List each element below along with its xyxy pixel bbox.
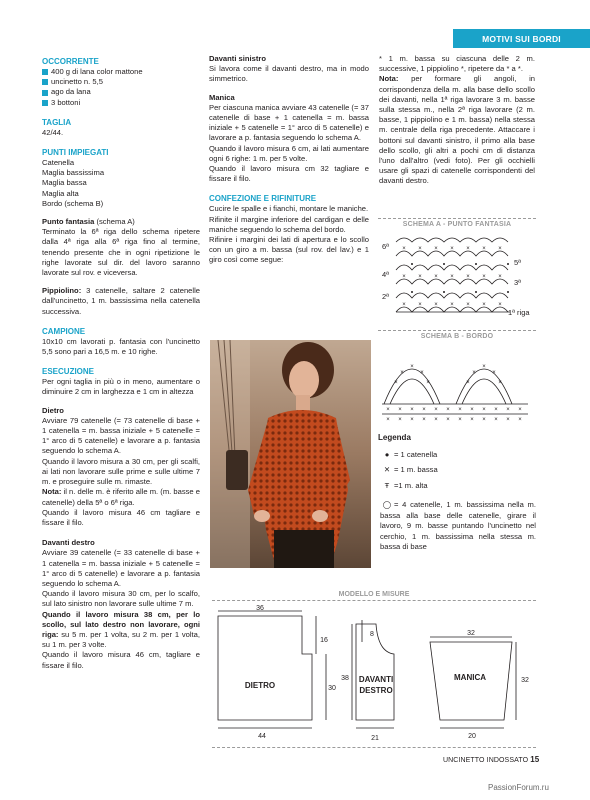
campione-heading: CAMPIONE xyxy=(42,326,86,336)
svg-text:×: × xyxy=(466,274,470,280)
dietro-top-dim: 36 xyxy=(256,605,264,612)
modello-diagram xyxy=(212,602,536,748)
bullet-square-icon xyxy=(42,90,48,96)
punto-item: Maglia alta xyxy=(42,188,79,198)
model-photo-illustration xyxy=(210,340,371,568)
svg-text:×: × xyxy=(418,274,422,280)
svg-text:×: × xyxy=(426,380,430,386)
svg-text:×: × xyxy=(494,407,498,413)
schema-b-chart xyxy=(378,344,536,422)
svg-text:×: × xyxy=(506,417,510,422)
svg-text:×: × xyxy=(402,302,406,308)
svg-text:×: × xyxy=(506,407,510,413)
taglia-heading: TAGLIA xyxy=(42,117,72,127)
svg-text:×: × xyxy=(466,380,470,386)
manica-label: MANICA xyxy=(454,673,486,682)
chain-dot-icon: ● xyxy=(384,450,390,459)
svg-text:×: × xyxy=(482,274,486,280)
davanti-bottom-dim: 21 xyxy=(371,735,379,742)
esecuzione-heading: ESECUZIONE xyxy=(42,367,95,377)
svg-text:×: × xyxy=(482,417,486,422)
svg-text:×: × xyxy=(446,417,450,422)
svg-text:×: × xyxy=(402,246,406,252)
svg-text:×: × xyxy=(434,302,438,308)
svg-text:×: × xyxy=(470,407,474,413)
manica-text-3: Quando il lavoro misura cm 32 tagliare e fissare il filo. xyxy=(209,164,369,184)
svg-text:×: × xyxy=(458,407,462,413)
svg-text:×: × xyxy=(470,417,474,422)
schema-a-row-6: 6ª xyxy=(382,242,389,251)
davanti-neck-dim: 8 xyxy=(370,631,374,638)
column-2 xyxy=(209,54,369,266)
davanti-label-1: DAVANTI xyxy=(358,675,394,684)
svg-text:×: × xyxy=(498,380,502,386)
punto-item: Bordo (schema B) xyxy=(42,198,104,208)
svg-text:×: × xyxy=(410,417,414,422)
occorrente-item: 3 bottoni xyxy=(42,98,200,108)
svg-text:×: × xyxy=(472,370,476,376)
svg-text:×: × xyxy=(386,407,390,413)
manica-heading: Manica xyxy=(209,92,235,102)
schema-b-title: SCHEMA B - BORDO xyxy=(420,333,494,340)
davanti-destro-text-3: Quando il lavoro misura 38 cm, per lo scollo, sul lato destro non lavorare, ogni riga: su 5 m. per 1 volta, su 2 m. per 1 volta, su 1 m. per 3 volte. xyxy=(42,609,200,650)
dietro-nota: Nota: il n. delle m. è riferito alle m. (m. basse e catenelle) della 5ª o 6ª riga. xyxy=(42,487,200,507)
confezione-heading: CONFEZIONE E RIFINITURE xyxy=(209,194,317,204)
svg-text:×: × xyxy=(466,246,470,252)
confezione-text-2: Rifinite il margine inferiore del cardigan e delle maniche seguendo lo schema del bordo. xyxy=(209,214,369,234)
schema-a-rule xyxy=(378,218,536,219)
occorrente-item: uncinetto n. 5,5 xyxy=(42,77,200,87)
legenda-item-m-bassa: ✕ = 1 m. bassa xyxy=(380,465,536,476)
svg-text:×: × xyxy=(398,407,402,413)
modello-title: MODELLO E MISURE xyxy=(338,591,410,598)
svg-text:×: × xyxy=(450,302,454,308)
manica-height-dim: 32 xyxy=(521,677,529,684)
svg-text:×: × xyxy=(482,364,486,370)
campione-text: 10x10 cm lavorati p. fantasia con l'uncinetto 5,5 sono pari a 16,5 m. e 10 righe. xyxy=(42,336,200,357)
svg-text:×: × xyxy=(400,370,404,376)
svg-text:×: × xyxy=(450,246,454,252)
occorrente-heading: OCCORRENTE xyxy=(42,57,99,66)
schema-b-rule xyxy=(378,330,536,331)
punti-heading: PUNTI IMPIEGATI xyxy=(42,148,109,158)
section-banner: MOTIVI SUI BORDI xyxy=(453,29,590,48)
bordo-nota: Nota: per formare gli angoli, in corrispondenza della m. alla base dello scollo dei davanti, nella 1ª riga lavorare 3 m. basse sulla stessa m., nella 2ª riga lavorare (2 m. basse, 1 pippiolino e 1 m. bassa) nella stessa m. centrale della riga precedente. Attaccare i bottoni sul davanti sinistro, il primo alla base dello scollo, gli altri a pochi cm di distanza l'uno dall'altro (vedi foto). Per gli occhielli usare gli spazi di catenelle corrispondenti del davanti destro. xyxy=(379,74,535,186)
legenda-title: Legenda xyxy=(378,433,411,442)
ring-circle-icon: ◯ xyxy=(382,500,392,509)
davanti-destro-text-1: Avviare 39 catenelle (= 33 catenelle di base + 1 catenella = m. bassa iniziale + 5 catenelle = 1° arco di 5 catenelle) e lavorare a p. fantasia seguendo lo schema A. xyxy=(42,548,200,588)
legenda-item-catenella: ● = 1 catenella xyxy=(380,450,536,461)
svg-text:×: × xyxy=(458,417,462,422)
svg-text:×: × xyxy=(482,246,486,252)
svg-text:×: × xyxy=(498,246,502,252)
svg-text:×: × xyxy=(386,417,390,422)
svg-text:×: × xyxy=(450,274,454,280)
dietro-outline xyxy=(218,616,312,720)
punto-item: Maglia bassissima xyxy=(42,168,105,178)
legenda-item-ring: ◯ = 4 catenelle, 1 m. bassissima nella m. bassa alla base delle catenelle, girare il lavoro, 9 m. basse puntando l'uncinetto nel cerchio, 1 m. bassissima nella stessa m. bassa di base xyxy=(380,500,536,551)
schema-a-row-2: 2ª xyxy=(382,292,389,301)
svg-text:×: × xyxy=(482,407,486,413)
occorrente-item: ago da lana xyxy=(42,87,200,97)
page-number: 15 xyxy=(530,755,540,764)
punto-item: Catenella xyxy=(42,158,75,168)
punto-fantasia-paragraph: Punto fantasia (schema A) Terminato la 6ª riga dello schema ripetere dalla 4ª riga alla 6ª riga fino al termine, tenendo presente che in ogni ripetizione le righe lavorate sul dir. del lavoro saranno lavorate sul rov. e viceversa. xyxy=(42,217,200,278)
column-3 xyxy=(379,54,535,187)
svg-text:×: × xyxy=(446,407,450,413)
svg-text:×: × xyxy=(394,380,398,386)
svg-text:×: × xyxy=(498,302,502,308)
magazine-name: UNCINETTO INDOSSATO xyxy=(443,757,529,764)
manica-bottom-dim: 20 xyxy=(468,733,476,740)
davanti-sinistro-text: Si lavora come il davanti destro, ma in modo simmetrico. xyxy=(209,64,369,84)
legenda-item-m-alta: Ŧ =1 m. alta xyxy=(380,481,536,492)
davanti-destro-text-4: Quando il lavoro misura 46 cm, tagliare e fissare il filo. xyxy=(42,650,200,670)
confezione-text-3: Rifinire i margini dei lati di apertura e lo scollo con un giro a m. bassa (sul rov. del lav.) e 1 giro così come segue: xyxy=(209,235,369,265)
dietro-text-1: Avviare 79 catenelle (= 73 catenelle di base + 1 catenella = m. bassa iniziale + 5 catenelle = 1° arco di 5 catenelle) e lavorare a p. fantasia seguendo lo schema A. xyxy=(42,415,200,456)
dietro-side-dim: 30 xyxy=(328,685,336,692)
pippiolino-paragraph: Pippiolino: 3 catenelle, saltare 2 catenelle dall'uncinetto, 1 m. bassissima nella catenella successiva. xyxy=(42,286,200,316)
svg-text:×: × xyxy=(498,274,502,280)
manica-text-1: Per ciascuna manica avviare 43 catenelle (= 37 catenelle di base + 1 catenella = m. bassa iniziale + 5 catenelle = 1° arco di 5 catenelle) e lavorare a p. fantasia seguendo lo schema A. xyxy=(209,102,369,143)
svg-text:×: × xyxy=(434,417,438,422)
dietro-armhole-dim: 16 xyxy=(320,637,328,644)
svg-text:×: × xyxy=(494,417,498,422)
dietro-heading: Dietro xyxy=(42,405,64,415)
svg-text:×: × xyxy=(402,274,406,280)
svg-text:×: × xyxy=(482,302,486,308)
svg-text:×: × xyxy=(466,302,470,308)
svg-text:×: × xyxy=(422,407,426,413)
schema-a-row-1: 1ª riga xyxy=(508,308,530,317)
single-crochet-x-icon: ✕ xyxy=(383,465,391,474)
manica-text-2: Quando il lavoro misura 6 cm, ai lati aumentare ogni 6 righe: 1 m. per 5 volte. xyxy=(209,143,369,163)
dietro-text-3: Quando il lavoro misura 46 cm tagliare e fissare il filo. xyxy=(42,507,200,527)
svg-text:×: × xyxy=(434,274,438,280)
confezione-text-1: Cucire le spalle e i fianchi, montare le maniche. xyxy=(209,204,369,214)
page-footer xyxy=(443,755,539,764)
punto-item: Maglia bassa xyxy=(42,178,87,188)
schema-a-title: SCHEMA A - PUNTO FANTASIA xyxy=(402,221,512,228)
davanti-destro-text-2: Quando il lavoro misura 30 cm, per lo scalfo, sul lato sinistro non lavorare sulle ultime 7 m. xyxy=(42,589,200,609)
schema-a-row-3: 3ª xyxy=(514,278,521,287)
davanti-destro-heading: Davanti destro xyxy=(42,538,95,548)
column-1 xyxy=(42,54,200,671)
svg-text:×: × xyxy=(418,246,422,252)
esecuzione-text: Per ogni taglia in più o in meno, aumentare o diminuire 2 cm in larghezza e 1 cm in altezza xyxy=(42,377,200,397)
dietro-bottom-dim: 44 xyxy=(258,733,266,740)
davanti-height-dim: 38 xyxy=(341,675,349,682)
svg-text:×: × xyxy=(410,364,414,370)
svg-text:×: × xyxy=(422,417,426,422)
svg-text:×: × xyxy=(418,302,422,308)
dietro-label: DIETRO xyxy=(244,681,276,690)
svg-text:×: × xyxy=(434,246,438,252)
schema-a-row-5: 5ª xyxy=(514,258,521,267)
davanti-sinistro-heading: Davanti sinistro xyxy=(209,54,266,63)
bullet-square-icon xyxy=(42,69,48,75)
dietro-text-2: Quando il lavoro misura a 30 cm, per gli scalfi, ai lati non lavorare sulle prime e sulle ultime 7 m. e proseguire sulle m. rimaste. xyxy=(42,456,200,487)
taglia-value: 42/44. xyxy=(42,127,64,137)
svg-text:×: × xyxy=(434,407,438,413)
bullet-square-icon xyxy=(42,79,48,85)
svg-text:×: × xyxy=(518,417,522,422)
schema-a-chart xyxy=(378,232,536,324)
watermark: PassionForum.ru xyxy=(488,783,549,792)
bullet-square-icon xyxy=(42,100,48,106)
bordo-text: * 1 m. bassa su ciascuna delle 2 m. successive, 1 pippiolino *, ripetere da * a *. xyxy=(379,54,535,74)
occorrente-item: 400 g di lana color mattone xyxy=(42,67,200,77)
davanti-label-2: DESTRO xyxy=(359,686,393,695)
svg-text:×: × xyxy=(410,407,414,413)
svg-text:×: × xyxy=(492,370,496,376)
schema-a-row-4: 4ª xyxy=(382,270,389,279)
model-photo xyxy=(210,340,371,568)
svg-text:×: × xyxy=(420,370,424,376)
svg-text:×: × xyxy=(398,417,402,422)
manica-top-dim: 32 xyxy=(467,630,475,637)
svg-text:×: × xyxy=(518,407,522,413)
double-crochet-t-icon: Ŧ xyxy=(384,481,390,490)
